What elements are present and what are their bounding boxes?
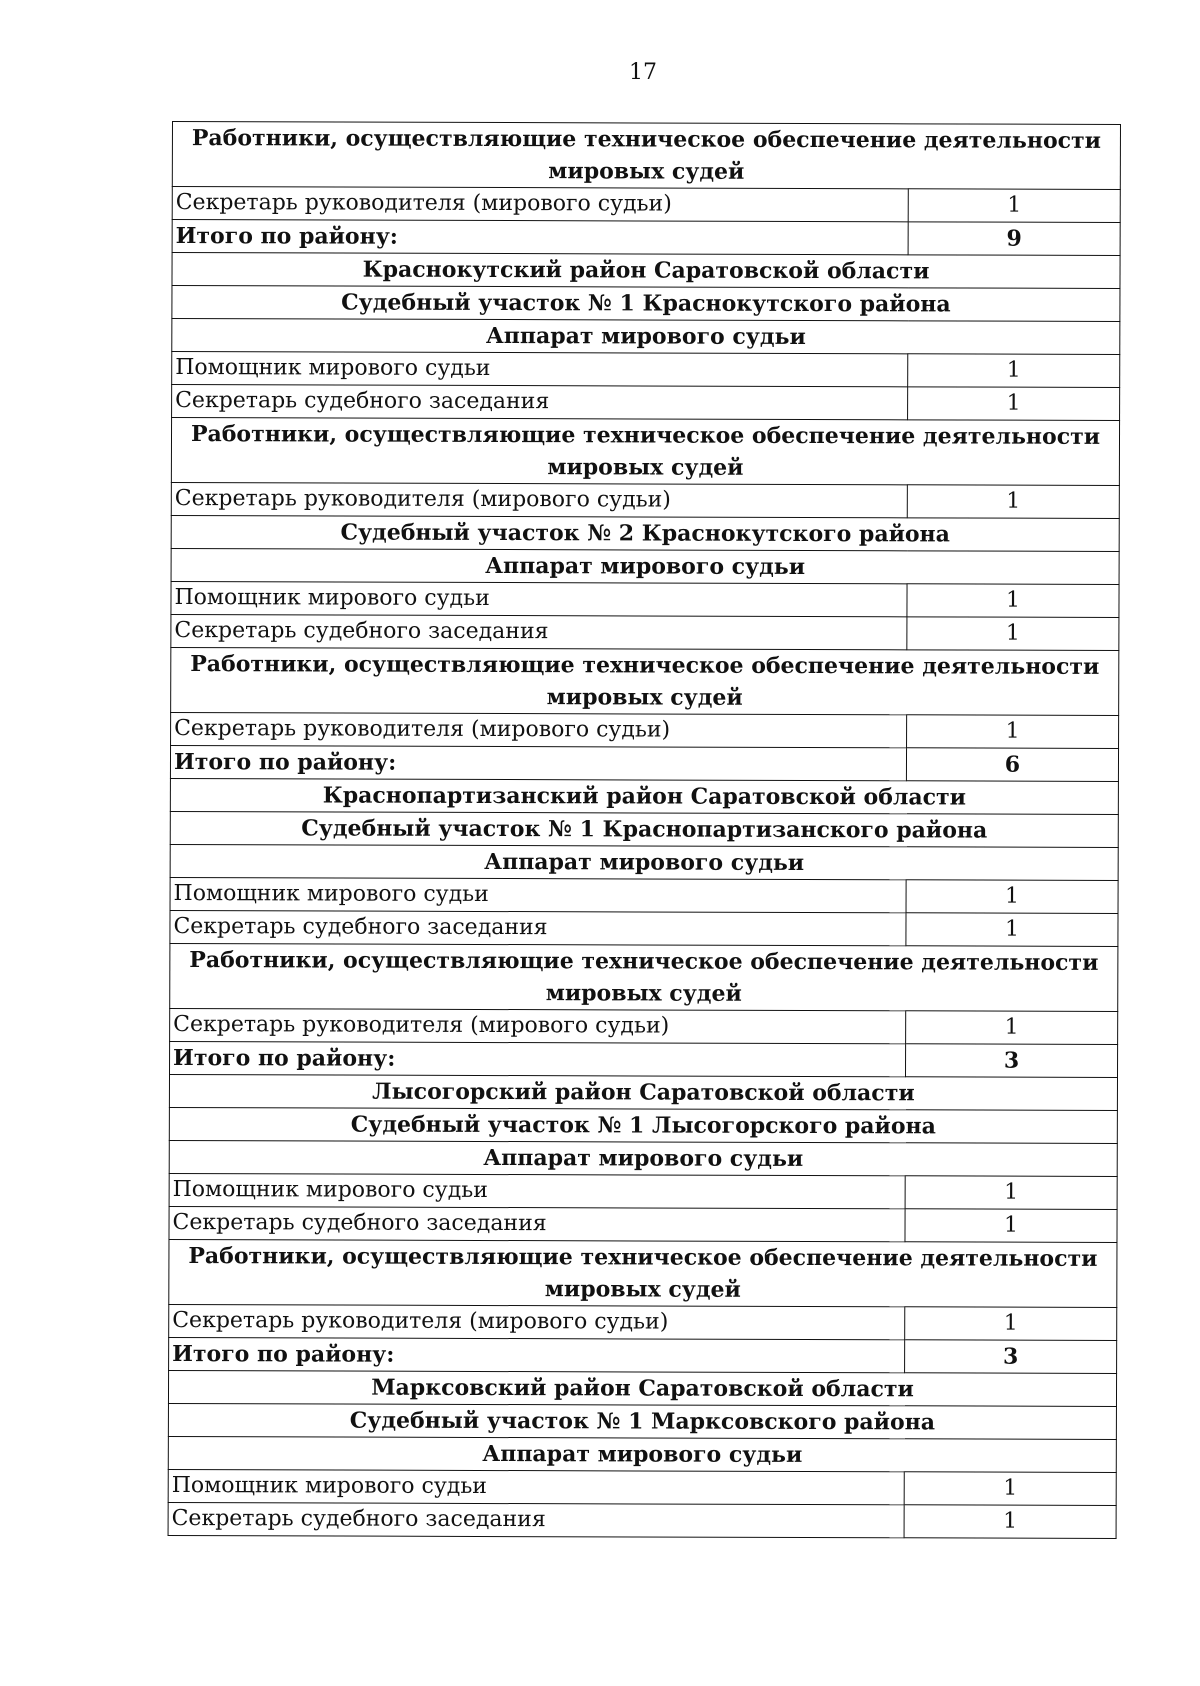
section-heading: Аппарат мирового судьи — [170, 844, 1118, 880]
position-row — [170, 1008, 1118, 1044]
position-count: 1 — [906, 913, 1118, 947]
district-total-label: Итого по району: — [172, 220, 908, 255]
section-heading-row — [172, 253, 1120, 289]
staffing-table-body — [168, 122, 1120, 1539]
section-heading-row — [168, 1370, 1116, 1406]
page-number: 17 — [629, 60, 657, 85]
position-row — [171, 614, 1119, 650]
section-heading: Аппарат мирового судьи — [172, 319, 1120, 355]
position-count: 1 — [908, 354, 1120, 388]
section-heading-row — [169, 1074, 1117, 1110]
position-name: Секретарь руководителя (мирового судьи) — [171, 482, 907, 517]
section-heading-row — [168, 1436, 1116, 1472]
position-name: Секретарь судебного заседания — [172, 385, 908, 420]
district-total-row — [170, 1041, 1118, 1077]
section-heading: Аппарат мирового судьи — [168, 1436, 1116, 1472]
section-heading: Работники, осуществляющие техническое обеспечение деятельности мировых судей — [172, 122, 1120, 190]
section-heading-row — [170, 844, 1118, 880]
position-name: Секретарь руководителя (мирового судьи) — [170, 1008, 906, 1043]
position-row — [170, 877, 1118, 913]
section-heading: Судебный участок № 1 Лысогорского района — [169, 1107, 1117, 1143]
section-heading: Лысогорский район Саратовской области — [169, 1074, 1117, 1110]
position-name: Помощник мирового судьи — [172, 352, 908, 387]
section-heading-row — [171, 418, 1119, 486]
section-heading-row — [171, 647, 1119, 715]
position-count: 1 — [907, 584, 1119, 618]
position-row — [172, 385, 1120, 421]
position-name: Помощник мирового судьи — [170, 877, 906, 912]
section-heading: Краснокутский район Саратовской области — [172, 253, 1120, 289]
section-heading: Работники, осуществляющие техническое обеспечение деятельности мировых судей — [171, 647, 1119, 715]
district-total-count: 9 — [908, 222, 1120, 256]
position-row — [172, 187, 1120, 223]
section-heading: Работники, осуществляющие техническое обеспечение деятельности мировых судей — [171, 418, 1119, 486]
section-heading-row — [172, 122, 1120, 190]
section-heading-row — [169, 1107, 1117, 1143]
section-heading: Судебный участок № 1 Краснопартизанского района — [170, 811, 1118, 847]
section-heading-row — [169, 1140, 1117, 1176]
section-heading-row — [169, 1239, 1117, 1307]
position-name: Помощник мирового судьи — [169, 1173, 905, 1208]
district-total-label: Итого по району: — [170, 1041, 906, 1076]
position-name: Помощник мирового судьи — [168, 1469, 904, 1504]
position-row — [171, 482, 1119, 518]
section-heading: Работники, осуществляющие техническое обеспечение деятельности мировых судей — [170, 943, 1118, 1011]
position-row — [170, 910, 1118, 946]
position-count: 1 — [904, 1505, 1116, 1539]
position-row — [171, 581, 1119, 617]
section-heading-row — [172, 319, 1120, 355]
section-heading-row — [168, 1403, 1116, 1439]
position-count: 1 — [905, 1176, 1117, 1210]
district-total-row — [169, 1337, 1117, 1373]
position-name: Секретарь судебного заседания — [170, 910, 906, 945]
district-total-row — [172, 220, 1120, 256]
position-row — [169, 1304, 1117, 1340]
position-count: 1 — [906, 1011, 1118, 1045]
position-row — [168, 1469, 1116, 1505]
section-heading-row — [170, 778, 1118, 814]
section-heading: Марксовский район Саратовской области — [168, 1370, 1116, 1406]
district-total-count: 6 — [906, 748, 1118, 782]
position-row — [169, 1173, 1117, 1209]
position-count: 1 — [907, 485, 1119, 519]
section-heading: Краснопартизанский район Саратовской области — [170, 778, 1118, 814]
position-count: 1 — [904, 1472, 1116, 1506]
position-count: 1 — [908, 387, 1120, 421]
position-row — [168, 1502, 1116, 1538]
section-heading: Судебный участок № 1 Краснокутского района — [172, 286, 1120, 322]
district-total-label: Итого по району: — [169, 1337, 905, 1372]
section-heading: Аппарат мирового судьи — [169, 1140, 1117, 1176]
position-count: 1 — [907, 715, 1119, 749]
position-row — [169, 1206, 1117, 1242]
section-heading-row — [170, 943, 1118, 1011]
position-name: Секретарь судебного заседания — [171, 614, 907, 649]
position-name: Помощник мирового судьи — [171, 581, 907, 616]
position-name: Секретарь руководителя (мирового судьи) — [169, 1304, 905, 1339]
position-count: 1 — [908, 189, 1120, 223]
position-count: 1 — [905, 1209, 1117, 1243]
position-row — [172, 352, 1120, 388]
district-total-count: 3 — [905, 1340, 1117, 1374]
section-heading-row — [170, 811, 1118, 847]
section-heading-row — [172, 286, 1120, 322]
position-name: Секретарь руководителя (мирового судьи) — [172, 187, 908, 222]
section-heading: Судебный участок № 1 Марксовского района — [168, 1403, 1116, 1439]
position-count: 1 — [906, 880, 1118, 914]
position-name: Секретарь руководителя (мирового судьи) — [171, 712, 907, 747]
position-name: Секретарь судебного заседания — [168, 1502, 904, 1537]
section-heading: Аппарат мирового судьи — [171, 548, 1119, 584]
section-heading: Работники, осуществляющие техническое обеспечение деятельности мировых судей — [169, 1239, 1117, 1307]
position-count: 1 — [907, 617, 1119, 651]
district-total-row — [170, 745, 1118, 781]
staffing-table — [168, 121, 1121, 1539]
position-name: Секретарь судебного заседания — [169, 1206, 905, 1241]
section-heading-row — [171, 515, 1119, 551]
section-heading-row — [171, 548, 1119, 584]
position-row — [171, 712, 1119, 748]
district-total-count: 3 — [906, 1044, 1118, 1078]
district-total-label: Итого по району: — [170, 745, 906, 780]
position-count: 1 — [905, 1307, 1117, 1341]
section-heading: Судебный участок № 2 Краснокутского района — [171, 515, 1119, 551]
